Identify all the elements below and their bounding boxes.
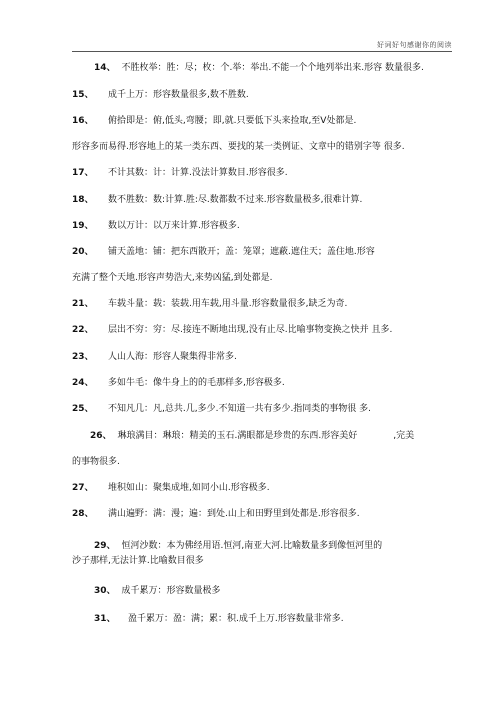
entry-text: 堆积如山：聚集成堆,如同小山.形容极多. [108, 483, 270, 493]
entry-23 [72, 349, 460, 365]
entry-text: 不计其数：计：计算.没法计算数目.形容很多. [108, 168, 288, 178]
entry-31 [94, 611, 460, 627]
entry-number: 17、 [72, 168, 94, 178]
entry-20 [72, 244, 460, 260]
entry-number: 25、 [72, 404, 94, 414]
entry-number: 19、 [72, 221, 94, 231]
entry-text: 盈千累万：盈：满；累：积.成千上万.形容数量非常多. [128, 614, 344, 624]
entry-text: 车载斗量：载：装载.用车载,用斗量.形容数量很多,缺乏为奇. [108, 299, 348, 309]
entry-22 [72, 322, 460, 338]
entry-number: 28、 [72, 509, 94, 519]
entry-24 [72, 375, 460, 391]
entry-26-continued: 的事物很多. [72, 457, 120, 467]
entry-14 [94, 60, 460, 76]
entry-30 [94, 583, 460, 599]
entry-number: 22、 [72, 325, 94, 335]
entry-text: 俯拾即是：俯,低头,弯腰；即,就.只要低下头来捡取,至V处都是. [108, 116, 357, 126]
entry-text: 不胜枚举：胜：尽；枚：个.举：举出.不能一个个地列举出来.形容 数量很多. [121, 63, 424, 73]
entry-27 [72, 480, 460, 496]
entry-number: 27、 [72, 483, 94, 493]
entry-number: 15、 [72, 90, 94, 100]
entry-text: 成千上万：形容数量很多,数不胜数. [108, 90, 249, 100]
entry-25 [72, 401, 460, 417]
entry-17 [72, 165, 460, 181]
entry-19 [72, 218, 460, 234]
header-rule [72, 51, 452, 52]
entry-number: 20、 [72, 247, 94, 257]
entry-text: 恒河沙数：本为佛经用语.恒河,南亚大河.比喻数量多到像恒河里的 [121, 541, 383, 551]
entry-15 [72, 87, 460, 103]
entry-text: 人山人海：形容人聚集得非常多. [108, 352, 237, 362]
entry-text: 多如牛毛：像牛身上的的毛那样多,形容极多. [108, 378, 285, 388]
entry-text: 满山遍野：满：漫；遍：到处.山上和田野里到处都是.形容很多. [108, 509, 360, 519]
page-header: 好词好句感谢你的阅读 [377, 41, 452, 49]
entry-text: 数不胜数：数:计算.胜:尽.数都数不过来.形容数量极多,很难计算. [108, 195, 363, 205]
entry-number: 14、 [94, 63, 116, 73]
entry-16-continued: 形容多而易得.形容地上的某一类东西、要找的某一类例证、文章中的错别字等 很多. [72, 142, 405, 152]
entry-text: 不知凡几：凡,总共.几,多少.不知道一共有多少.指同类的事物很 多. [108, 404, 372, 414]
entry-number: 18、 [72, 195, 94, 205]
entry-text: 成千累万：形容数量极多 [121, 586, 221, 596]
entry-18 [72, 192, 460, 208]
entry-text: 琳琅满目：琳琅：精美的玉石.满眼都是珍贵的东西.形容美好 ,完美 [117, 431, 415, 441]
entry-number: 29、 [94, 541, 116, 551]
entry-number: 30、 [94, 586, 116, 596]
entry-number: 16、 [72, 116, 94, 126]
entry-text: 铺天盖地：铺：把东西散开；盖：笼罩；遮蔽.遮住天；盖住地.形容 [108, 247, 375, 257]
entry-21 [72, 296, 460, 312]
entry-text: 数以万计：以万来计算.形容极多. [108, 221, 240, 231]
entry-number: 24、 [72, 378, 94, 388]
entry-text: 层出不穷：穷：尽.接连不断地出现,没有止尽.比喻事物变换之快并 且多. [108, 325, 393, 335]
entry-number: 31、 [94, 614, 116, 624]
entry-20-continued: 充满了整个天地.形容声势浩大,来势凶猛,到处都是. [72, 273, 273, 283]
entry-29-continued: 沙子那样,无法计算.比喻数目很多 [72, 556, 204, 566]
entry-number: 26、 [90, 431, 112, 441]
entry-number: 23、 [72, 352, 94, 362]
entry-28 [72, 506, 460, 522]
entry-number: 21、 [72, 299, 94, 309]
entry-26 [72, 428, 460, 444]
entry-16 [72, 113, 460, 129]
entry-29 [94, 538, 460, 554]
